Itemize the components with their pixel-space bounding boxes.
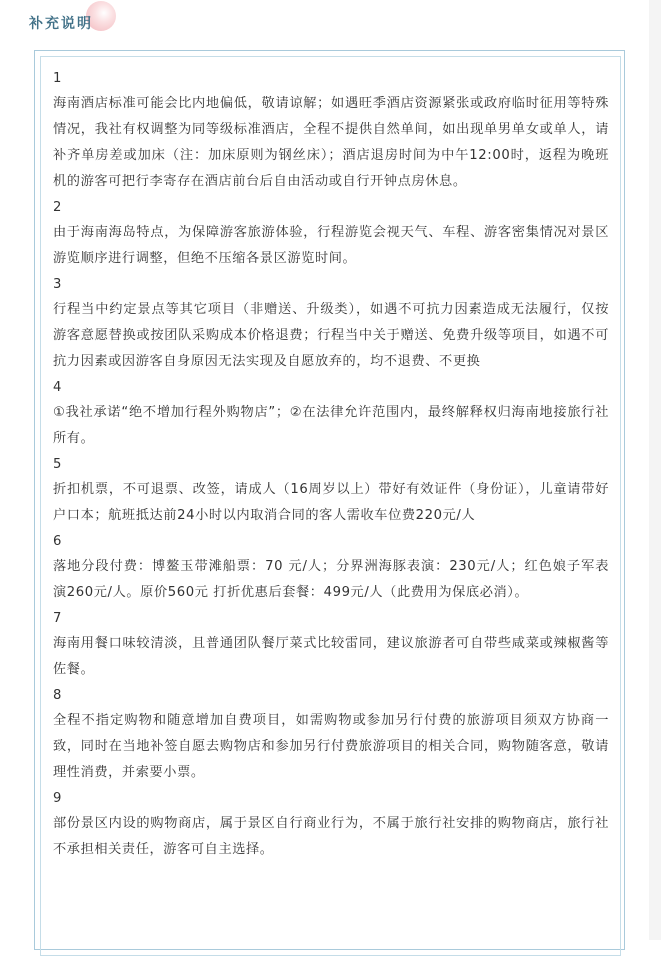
item-number: 5 (53, 457, 62, 472)
item-number: 9 (53, 791, 62, 806)
notes-list (53, 66, 609, 863)
item-text: 行程当中约定景点等其它项目（非赠送、升级类），如遇不可抗力因素造成无法履行，仅按游客意愿替换或按团队采购成本价格退费；行程当中关于赠送、免费升级等项目，如遇不可抗力因素或因游客自身原因无法实现及自愿放弃的，均不退费、不更换 (53, 302, 609, 369)
item-text: 折扣机票，不可退票、改签，请成人（16周岁以上）带好有效证件（身份证），儿童请带好户口本；航班抵达前24小时以内取消合同的客人需收车位费220元/人 (53, 482, 609, 523)
scrollbar-track[interactable] (649, 0, 661, 940)
item-text: 由于海南海岛特点，为保障游客旅游体验，行程游览会视天气、车程、游客密集情况对景区游览顺序进行调整，但绝不压缩各景区游览时间。 (53, 225, 609, 266)
item-text: 部份景区内设的购物商店，属于景区自行商业行为，不属于旅行社安排的购物商店，旅行社不承担相关责任，游客可自主选择。 (53, 816, 609, 857)
section-title: 补充说明 (29, 16, 93, 32)
item-text: ①我社承诺“绝不增加行程外购物店”；②在法律允许范围内，最终解释权归海南地接旅行社所有。 (53, 405, 609, 446)
list-item (53, 375, 609, 452)
item-number: 7 (53, 611, 62, 626)
list-item (53, 66, 609, 195)
item-number: 2 (53, 200, 62, 215)
list-item (53, 195, 609, 272)
item-text: 全程不指定购物和随意增加自费项目，如需购物或参加另行付费的旅游项目须双方协商一致，同时在当地补签自愿去购物店和参加另行付费旅游项目的相关合同，购物随客意，敬请理性消费，并索要小票。 (53, 713, 609, 780)
list-item (53, 529, 609, 606)
item-text: 落地分段付费：博鳌玉带滩船票：70 元/人；分界洲海豚表演：230元/人；红色娘子军表演260元/人。原价560元 打折优惠后套餐：499元/人（此费用为保底必消）。 (53, 559, 609, 600)
list-item (53, 272, 609, 375)
list-item (53, 606, 609, 683)
list-item (53, 683, 609, 786)
item-text: 海南用餐口味较清淡，且普通团队餐厅菜式比较雷同，建议旅游者可自带些咸菜或辣椒酱等佐餐。 (53, 636, 609, 677)
item-number: 8 (53, 688, 62, 703)
list-item (53, 452, 609, 529)
item-number: 6 (53, 534, 62, 549)
list-item (53, 786, 609, 863)
item-number: 1 (53, 71, 62, 86)
item-number: 4 (53, 380, 62, 395)
section-header (0, 0, 661, 46)
item-text: 海南酒店标准可能会比内地偏低，敬请谅解；如遇旺季酒店资源紧张或政府临时征用等特殊情况，我社有权调整为同等级标准酒店，全程不提供自然单间，如出现单男单女或单人，请补齐单房差或加床（注：加床原则为钢丝床）；酒店退房时间为中午12:00时，返程为晚班机的游客可把行李寄存在酒店前台后自由活动或自行开钟点房休息。 (53, 96, 609, 189)
item-number: 3 (53, 277, 62, 292)
